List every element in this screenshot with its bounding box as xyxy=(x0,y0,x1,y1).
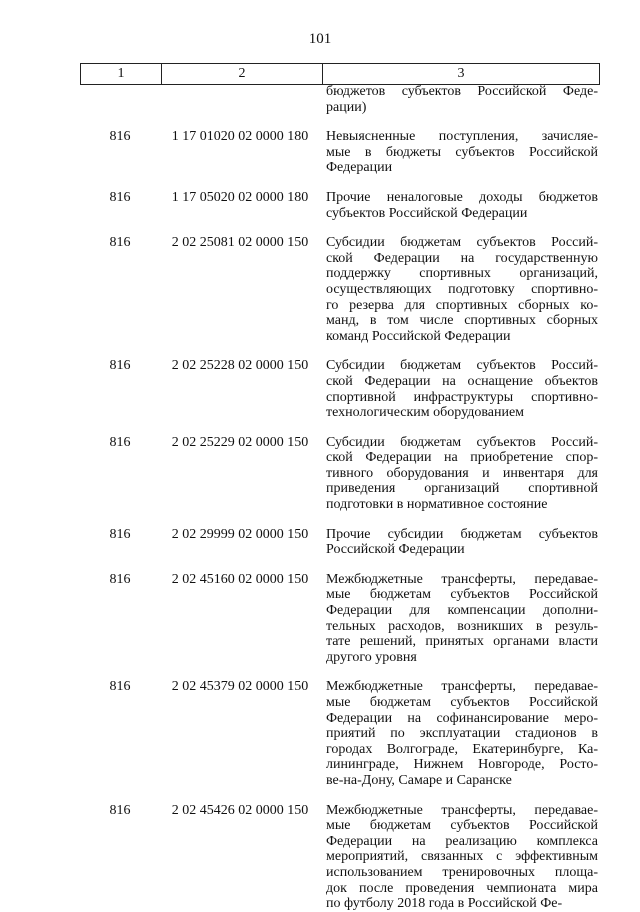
budget-classification-code: 1 17 05020 02 0000 180 xyxy=(171,189,309,205)
admin-code: 816 xyxy=(109,679,131,695)
budget-classification-code xyxy=(160,84,320,115)
description-line: поддержку спортивных организаций, xyxy=(326,266,598,282)
table-row xyxy=(80,527,600,558)
budget-classification-code: 2 02 29999 02 0000 150 xyxy=(171,526,309,542)
table-row xyxy=(80,190,600,221)
description-line: по футболу 2018 года в Российской Фе- xyxy=(326,896,563,912)
description-line: лининграде, Нижнем Новгороде, Росто- xyxy=(326,757,598,773)
description-line: использованием тренировочных площа- xyxy=(326,864,598,880)
income-description xyxy=(320,358,600,420)
header-col-2: 2 xyxy=(162,64,323,84)
description-line: Межбюджетные трансферты, передавае- xyxy=(326,679,598,695)
description-line: Невыясненные поступления, зачисляе- xyxy=(326,129,598,145)
description-line: команд Российской Федерации xyxy=(326,328,511,344)
admin-code: 816 xyxy=(109,129,131,145)
table-row xyxy=(80,679,600,788)
budget-classification-code: 2 02 25081 02 0000 150 xyxy=(171,235,309,251)
page-number: 101 xyxy=(308,31,332,47)
description-line: бюджетов субъектов Российской Феде- xyxy=(326,84,598,99)
table-row xyxy=(80,358,600,420)
description-line: Межбюджетные трансферты, передавае- xyxy=(326,802,598,818)
description-line: Прочие неналоговые доходы бюджетов xyxy=(326,189,598,205)
table-row xyxy=(80,84,600,115)
description-line: Субсидии бюджетам субъектов Россий- xyxy=(326,235,598,251)
budget-classification-code: 2 02 45379 02 0000 150 xyxy=(171,679,309,695)
income-description xyxy=(320,527,600,558)
description-line: ской Федерации на приобретение спор- xyxy=(326,450,598,466)
description-line: го резерва для спортивных сборных ко- xyxy=(326,297,598,313)
admin-code: 816 xyxy=(109,571,131,587)
description-line: мые в бюджеты субъектов Российской xyxy=(326,144,598,160)
description-line: мые бюджетам субъектов Российской xyxy=(326,818,598,834)
description-line: док после проведения чемпионата мира xyxy=(326,880,598,896)
budget-classification-code: 2 02 25228 02 0000 150 xyxy=(171,358,309,374)
description-line: мые бюджетам субъектов Российской xyxy=(326,695,598,710)
description-line: Межбюджетные трансферты, передавае- xyxy=(326,571,598,587)
table-body xyxy=(80,84,600,912)
table-row xyxy=(80,572,600,666)
income-description xyxy=(320,803,600,912)
income-description xyxy=(320,190,600,221)
description-line: спортивной инфраструктуры спортивно- xyxy=(326,389,598,405)
income-description xyxy=(320,129,600,176)
budget-classification-code: 2 02 25229 02 0000 150 xyxy=(171,434,309,450)
admin-code: 816 xyxy=(109,802,131,818)
income-description xyxy=(320,435,600,513)
description-line: подготовки в нормативное состояние xyxy=(326,497,548,513)
description-line: Субсидии бюджетам субъектов Россий- xyxy=(326,434,598,450)
description-line: Федерации для компенсации дополни- xyxy=(326,603,598,619)
table-row xyxy=(80,435,600,513)
description-line: Федерации на софинансирование меро- xyxy=(326,710,598,726)
description-line: тате решений, принятых органами власти xyxy=(326,634,598,650)
table-header xyxy=(80,63,600,85)
description-line: мероприятий, связанных с эффективным xyxy=(326,849,598,865)
description-line: рации) xyxy=(326,99,367,115)
description-line: приведения организаций спортивной xyxy=(326,481,598,497)
description-line: другого уровня xyxy=(326,649,417,665)
description-line: манд, в том числе спортивных сборных xyxy=(326,313,598,329)
description-line: ской Федерации на государственную xyxy=(326,250,598,266)
description-line: ве-на-Дону, Самаре и Саранске xyxy=(326,772,512,788)
description-line: городах Волгограде, Екатеринбурге, Ка- xyxy=(326,741,598,757)
budget-classification-code: 2 02 45426 02 0000 150 xyxy=(171,802,309,818)
table-row xyxy=(80,129,600,176)
header-col-3: 3 xyxy=(457,66,465,81)
description-line: тивного оборудования и инвентаря для xyxy=(326,465,598,481)
description-line: ской Федерации на оснащение объектов xyxy=(326,373,598,389)
header-col-1: 1 xyxy=(81,64,162,84)
budget-classification-code: 1 17 01020 02 0000 180 xyxy=(171,129,309,145)
description-line: мые бюджетам субъектов Российской xyxy=(326,587,598,603)
description-line: технологическим оборудованием xyxy=(326,405,525,421)
income-description xyxy=(320,235,600,344)
table-row xyxy=(80,803,600,912)
description-line: Российской Федерации xyxy=(326,542,465,558)
income-description xyxy=(320,572,600,666)
admin-code: 816 xyxy=(109,235,131,251)
admin-code: 816 xyxy=(109,189,131,205)
admin-code: 816 xyxy=(109,358,131,374)
description-line: Федерации xyxy=(326,160,393,176)
description-line: Федерации на реализацию комплекса xyxy=(326,833,598,849)
budget-classification-code: 2 02 45160 02 0000 150 xyxy=(171,571,309,587)
description-line: осуществляющих подготовку спортивно- xyxy=(326,281,598,297)
admin-code xyxy=(80,84,160,115)
income-description xyxy=(320,84,600,115)
table-row xyxy=(80,235,600,344)
description-line: Субсидии бюджетам субъектов Россий- xyxy=(326,358,598,374)
description-line: приятий по эксплуатации стадионов в xyxy=(326,726,598,742)
income-description xyxy=(320,679,600,788)
description-line: тельных расходов, возникших в резуль- xyxy=(326,618,598,634)
description-line: Прочие субсидии бюджетам субъектов xyxy=(326,526,598,542)
admin-code: 816 xyxy=(109,526,131,542)
description-line: субъектов Российской Федерации xyxy=(326,205,528,221)
admin-code: 816 xyxy=(109,434,131,450)
